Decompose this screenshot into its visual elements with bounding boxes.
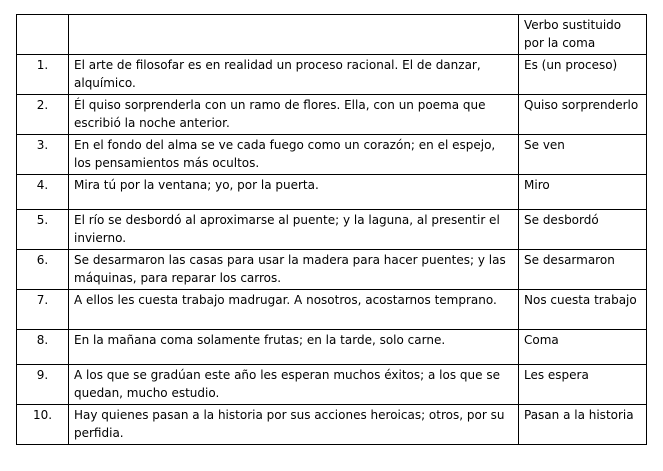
row-verb: Pasan a la historia (519, 405, 647, 445)
table-row (17, 175, 647, 210)
row-sentence: En la mañana coma solamente frutas; en la tarde, solo carne. (69, 330, 519, 365)
table-row (17, 250, 647, 290)
header-cell-sentence (69, 15, 519, 55)
table-row (17, 330, 647, 365)
table-row (17, 365, 647, 405)
row-sentence: Hay quienes pasan a la historia por sus acciones heroicas; otros, por su perfidia. (69, 405, 519, 445)
row-number: 3. (17, 135, 69, 175)
row-number: 1. (17, 55, 69, 95)
table-row (17, 210, 647, 250)
row-verb: Nos cuesta trabajo (519, 290, 647, 330)
row-sentence: El río se desbordó al aproximarse al puente; y la laguna, al presentir el invierno. (69, 210, 519, 250)
row-number: 7. (17, 290, 69, 330)
row-sentence: A ellos les cuesta trabajo madrugar. A nosotros, acostarnos temprano. (69, 290, 519, 330)
table-row (17, 405, 647, 445)
row-number: 2. (17, 95, 69, 135)
row-verb: Miro (519, 175, 647, 210)
row-verb: Coma (519, 330, 647, 365)
header-cell-number (17, 15, 69, 55)
row-number: 10. (17, 405, 69, 445)
table-row (17, 290, 647, 330)
row-verb: Quiso sorprenderlo (519, 95, 647, 135)
row-sentence: El arte de filosofar es en realidad un proceso racional. El de danzar, alquímico. (69, 55, 519, 95)
row-sentence: Se desarmaron las casas para usar la madera para hacer puentes; y las máquinas, para reparar los carros. (69, 250, 519, 290)
row-verb: Les espera (519, 365, 647, 405)
table-header-row (17, 15, 647, 55)
table-row (17, 55, 647, 95)
row-verb: Se ven (519, 135, 647, 175)
row-number: 6. (17, 250, 69, 290)
exercise-table (16, 14, 647, 445)
row-verb: Se desarmaron (519, 250, 647, 290)
row-number: 4. (17, 175, 69, 210)
row-verb: Se desbordó (519, 210, 647, 250)
row-number: 9. (17, 365, 69, 405)
row-number: 8. (17, 330, 69, 365)
row-sentence: Mira tú por la ventana; yo, por la puerta. (69, 175, 519, 210)
row-sentence: En el fondo del alma se ve cada fuego como un corazón; en el espejo, los pensamientos más ocultos. (69, 135, 519, 175)
row-verb: Es (un proceso) (519, 55, 647, 95)
table-row (17, 135, 647, 175)
row-sentence: Él quiso sorprenderla con un ramo de flores. Ella, con un poema que escribió la noche anterior. (69, 95, 519, 135)
row-sentence: A los que se gradúan este año les esperan muchos éxitos; a los que se quedan, mucho estudio. (69, 365, 519, 405)
table-row (17, 95, 647, 135)
row-number: 5. (17, 210, 69, 250)
header-cell-verb: Verbo sustituido por la coma (519, 15, 647, 55)
